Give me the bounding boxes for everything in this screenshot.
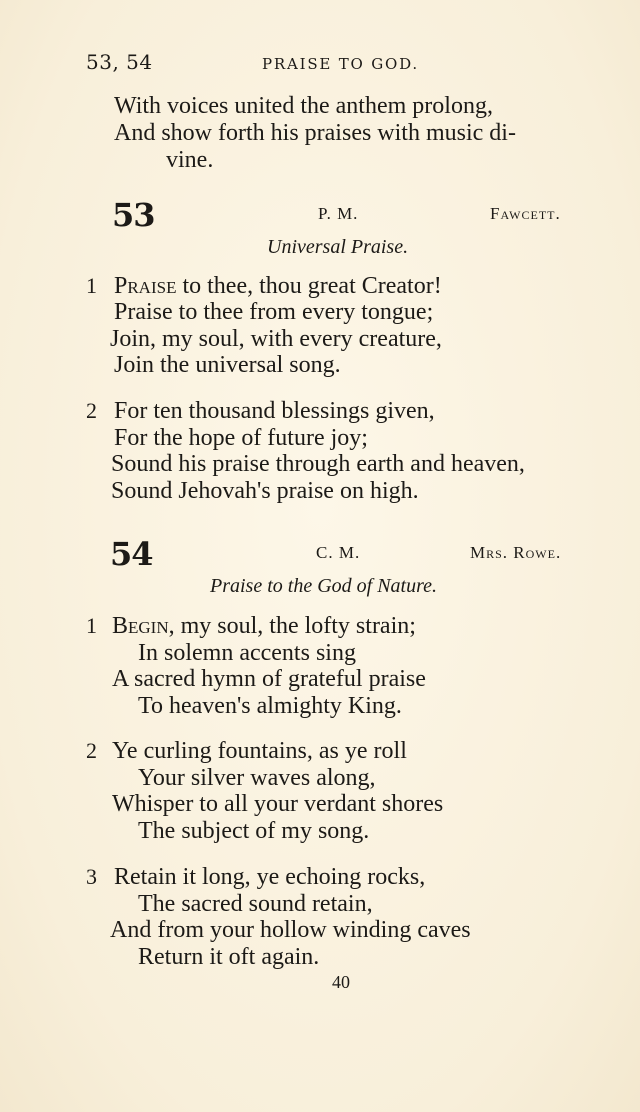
stanza-number: 1 <box>86 613 97 638</box>
running-title: PRAISE TO GOD. <box>262 55 419 73</box>
hymn-title: Universal Praise. <box>267 236 409 258</box>
running-head <box>86 50 586 76</box>
stanza-line: In solemn accents sing <box>138 640 356 666</box>
stanza-line: And from your hollow winding caves <box>110 917 471 943</box>
hymn-meter: P. M. <box>318 204 359 223</box>
stanza-line: Your silver waves along, <box>138 765 376 791</box>
stanza-number: 2 <box>86 738 97 763</box>
hymn-meter: C. M. <box>316 543 361 562</box>
stanza-line: Whisper to all your verdant shores <box>112 791 444 817</box>
stanza-first-line <box>112 612 416 640</box>
hymn-number: 54 <box>110 535 153 573</box>
stanza-line: A sacred hymn of grateful praise <box>112 666 426 692</box>
page-number: 40 <box>332 972 350 992</box>
stanza-line: Sound his praise through earth and heaven, <box>111 451 525 477</box>
stanza-line: Join, my soul, with every creature, <box>110 326 442 352</box>
stanza-line: Sound Jehovah's praise on high. <box>111 478 419 504</box>
hymn-range: 53, 54 <box>86 50 153 74</box>
continuation-line: vine. <box>166 147 214 173</box>
stanza-line: The subject of my song. <box>138 818 370 844</box>
stanza-line: Praise to thee from every tongue; <box>114 299 434 325</box>
stanza-first-line <box>114 272 442 300</box>
stanza-first-rest: to thee, thou great Creator! <box>176 273 442 299</box>
stanza-number: 1 <box>86 273 97 298</box>
stanza-line: To heaven's almighty King. <box>138 693 402 719</box>
continuation-line: And show forth his praises with music di- <box>114 120 516 146</box>
stanza-line: Ye curling fountains, as ye roll <box>112 738 407 764</box>
stanza-number: 3 <box>86 864 97 889</box>
stanza-line: Return it oft again. <box>138 944 320 970</box>
stanza-first-rest: , my soul, the lofty strain; <box>168 613 416 639</box>
stanza-first-word: Praise <box>114 273 177 299</box>
stanza-line: Join the universal song. <box>114 352 341 378</box>
stanza-line: The sacred sound retain, <box>138 891 373 917</box>
hymn-title: Praise to the God of Nature. <box>210 575 438 597</box>
stanza-line: For ten thousand blessings given, <box>114 398 435 424</box>
stanza-number: 2 <box>86 398 97 423</box>
hymn-number: 53 <box>112 196 155 234</box>
hymn-author: Fawcett. <box>490 204 561 223</box>
stanza-line: Retain it long, ye echoing rocks, <box>114 864 426 890</box>
continuation-line: With voices united the anthem prolong, <box>114 93 493 119</box>
stanza-line: For the hope of future joy; <box>114 425 368 451</box>
stanza-first-word: Begin <box>112 613 169 639</box>
hymn-author: Mrs. Rowe. <box>470 543 562 562</box>
